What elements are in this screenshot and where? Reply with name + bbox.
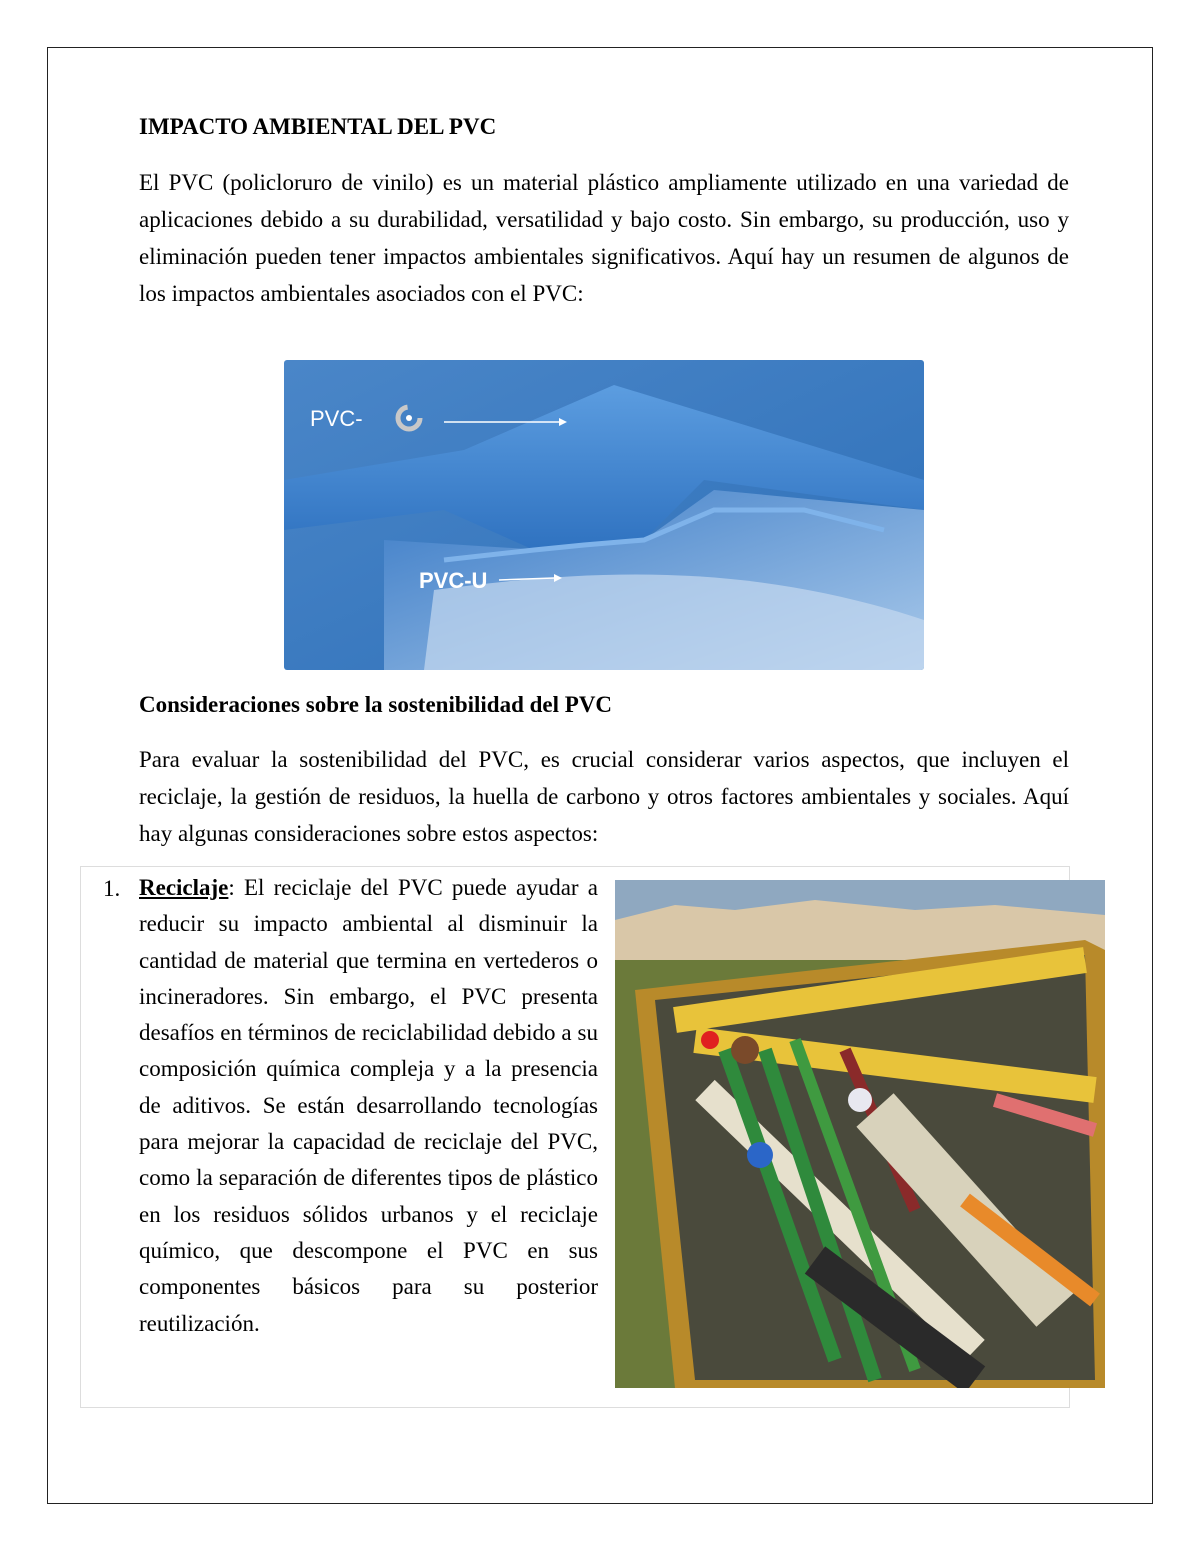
pipe-recycling-photo xyxy=(615,880,1105,1388)
sustainability-paragraph: Para evaluar la sostenibilidad del PVC, es crucial considerar varios aspectos, que incluyen el reciclaje, la gestión de residuos, la huella de carbono y otros factores ambientales y sociales. Aquí hay algunas consideraciones sobre estos aspectos: xyxy=(139,747,1069,846)
list-item-text xyxy=(139,870,598,1342)
intro-paragraph: El PVC (policloruro de vinilo) es un material plástico ampliamente utilizado en una variedad de aplicaciones debido a su durabilidad, versatilidad y bajo costo. Sin embargo, su producción, uso y eliminación pueden tener impactos ambientales significativos. Aquí hay un resumen de algunos de los impactos ambientales asociados con el PVC: xyxy=(139,170,1069,306)
document-title: IMPACTO AMBIENTAL DEL PVC xyxy=(139,114,497,139)
pvc-o-label: PVC- xyxy=(310,406,363,431)
list-item-term: Reciclaje xyxy=(139,875,229,900)
section-subtitle: Consideraciones sobre la sostenibilidad del PVC xyxy=(139,692,613,717)
list-item-number: 1. xyxy=(103,876,121,901)
pvc-cross-section-image xyxy=(284,360,924,670)
list-item-body: : El reciclaje del PVC puede ayudar a reducir su impacto ambiental al disminuir la cantidad de material que termina en vertederos o incineradores. Sin embargo, el PVC presenta desafíos en términos de reciclabilidad debido a su composición química compleja y a la presencia de aditivos. Se están desarrollando tecnologías para mejorar la capacidad de reciclaje del PVC, como la separación de diferentes tipos de plástico en los residuos sólidos urbanos y el reciclaje químico, que descompone el PVC en sus componentes básicos para su posterior reutilización. xyxy=(139,875,598,1336)
pvc-u-label: PVC-U xyxy=(419,568,488,593)
